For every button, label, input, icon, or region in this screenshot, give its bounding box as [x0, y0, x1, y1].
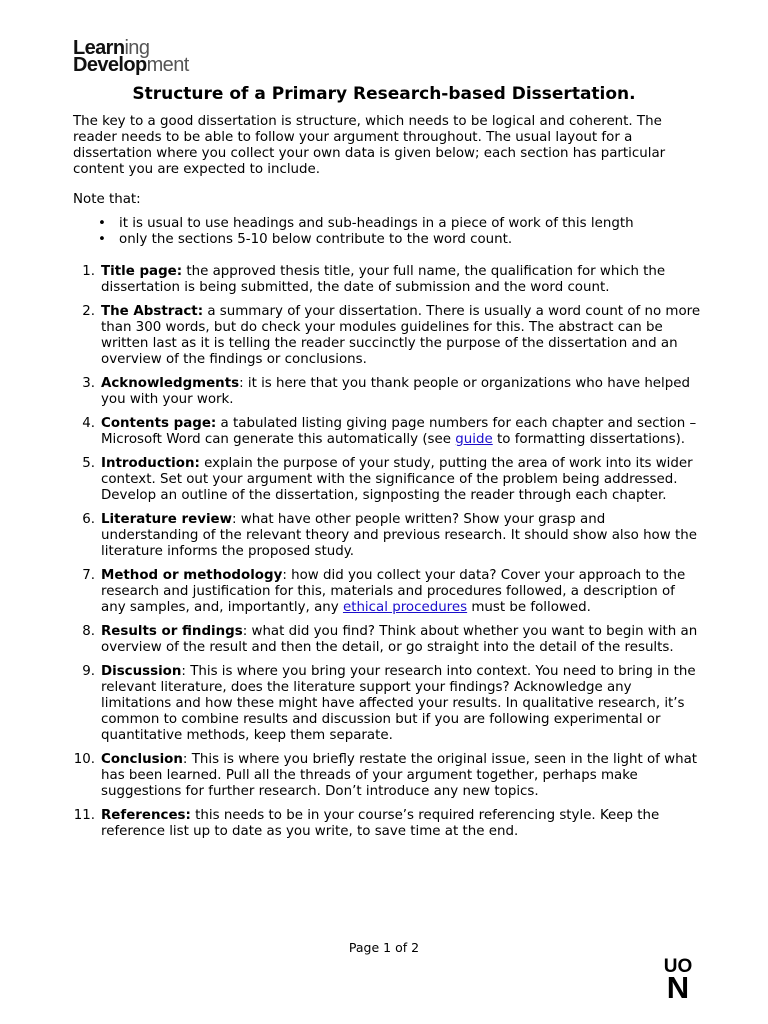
section-item-methodology — [73, 568, 703, 616]
section-text: : This is where you briefly restate the original issue, seen in the light of what has been learned. Pull all the threads of your argument together, perhaps make suggestions for further research. Don’t introduce any new topics. — [101, 752, 698, 799]
section-term: Conclusion — [101, 752, 183, 767]
section-text: must be followed. — [467, 600, 591, 615]
uon-logo-row2: N — [666, 970, 690, 1000]
section-number: 3. — [82, 376, 95, 391]
section-text: the approved thesis title, your full name, the qualification for which the dissertation is being submitted, the date of submission and the word count. — [101, 264, 666, 295]
section-number: 8. — [82, 624, 95, 639]
section-item-references — [73, 808, 703, 840]
sections-list — [73, 264, 703, 840]
section-number: 6. — [82, 512, 95, 527]
section-item-conclusion — [73, 752, 703, 800]
logo-text: Learn — [73, 37, 125, 59]
section-text: : what have other people written? Show your grasp and understanding of the relevant theory and previous research. It should show also how the literature informs the proposed study. — [101, 512, 697, 559]
section-text: : what did you find? Think about whether you want to begin with an overview of the result and then the detail, or go straight into the detail of the results. — [101, 624, 698, 655]
section-text: a summary of your dissertation. There is usually a word count of no more than 300 words, but do check your modules guidelines for this. The abstract can be written last as it is telling the reader succinctly the purpose of the dissertation and an overview of the findings or conclusions. — [101, 304, 701, 367]
section-term: Title page: — [101, 264, 183, 279]
notes-list — [73, 216, 703, 248]
section-number: 5. — [82, 456, 95, 471]
section-number: 7. — [82, 568, 95, 583]
section-item-results — [73, 624, 703, 656]
section-term: Acknowledgments — [101, 376, 240, 391]
section-text: this needs to be in your course’s required referencing style. Keep the reference list up to date as you write, to save time at the end. — [101, 808, 660, 839]
document-body — [73, 114, 703, 848]
uon-logo-row1: UO — [663, 956, 693, 977]
section-item-discussion — [73, 664, 703, 744]
section-text: : how did you collect your data? Cover your approach to the research and justification for this, materials and procedures followed, a description of any samples, and, importantly, any — [101, 568, 686, 615]
guide-link[interactable]: guide — [455, 432, 493, 447]
section-term: Results or findings — [101, 624, 243, 639]
page-number: Page 1 of 2 — [348, 940, 420, 955]
section-term: Literature review — [101, 512, 232, 527]
section-number: 1. — [82, 264, 95, 279]
section-number: 4. — [82, 416, 95, 431]
intro-paragraph: The key to a good dissertation is structure, which needs to be logical and coherent. The reader needs to be able to follow your argument throughout. The usual layout for a dissertation where you collect your own data is given below; each section has particular content you are expected to include. — [73, 114, 666, 177]
section-term: Introduction: — [101, 456, 200, 471]
logo-text: Develop — [73, 54, 147, 76]
section-term: Contents page: — [101, 416, 217, 431]
section-number: 2. — [82, 304, 95, 319]
section-number: 9. — [82, 664, 95, 679]
section-text: explain the purpose of your study, putting the area of work into its wider context. Set out your argument with the significance of the problem being addressed. Develop an outline of the dissertation, signposting the reader through each chapter. — [101, 456, 693, 503]
section-term: Discussion — [101, 664, 182, 679]
section-item-abstract — [73, 304, 703, 368]
section-number: 11. — [73, 808, 95, 823]
section-item-introduction — [73, 456, 703, 504]
section-item-title-page — [73, 264, 703, 296]
ethical-procedures-link[interactable]: ethical procedures — [342, 600, 468, 615]
section-number: 10. — [73, 752, 95, 767]
note-item: • it is usual to use headings and sub-headings in a piece of work of this length — [119, 216, 703, 232]
section-text: : This is where you bring your research into context. You need to bring in the relevant literature, does the literature support your findings? Acknowledge any limitations and how these might have affected your results. In qualitative research, it’s common to combine results and discussion but if you are following experimental or quantitative methods, keep them separate. — [101, 664, 696, 743]
section-term: Method or methodology — [101, 568, 283, 583]
note-item: • only the sections 5-10 below contribute to the word count. — [119, 232, 703, 248]
note-label: Note that: — [73, 192, 141, 207]
logo-text: ing — [124, 37, 150, 59]
section-text: a tabulated listing giving page numbers for each chapter and section – Microsoft Word can generate this automatically (see — [101, 416, 697, 447]
section-term: The Abstract: — [101, 304, 204, 319]
section-item-contents-page — [73, 416, 703, 448]
page-title: Structure of a Primary Research-based Dissertation. — [132, 84, 636, 104]
section-text: : it is here that you thank people or organizations who have helped you with your work. — [101, 376, 691, 407]
uon-logo-icon — [660, 954, 696, 1000]
section-term: References: — [101, 808, 191, 823]
learning-development-logo — [73, 37, 189, 76]
section-item-acknowledgments — [73, 376, 703, 408]
section-item-literature-review — [73, 512, 703, 560]
section-text: to formatting dissertations). — [492, 432, 686, 447]
logo-text: ment — [146, 54, 189, 76]
